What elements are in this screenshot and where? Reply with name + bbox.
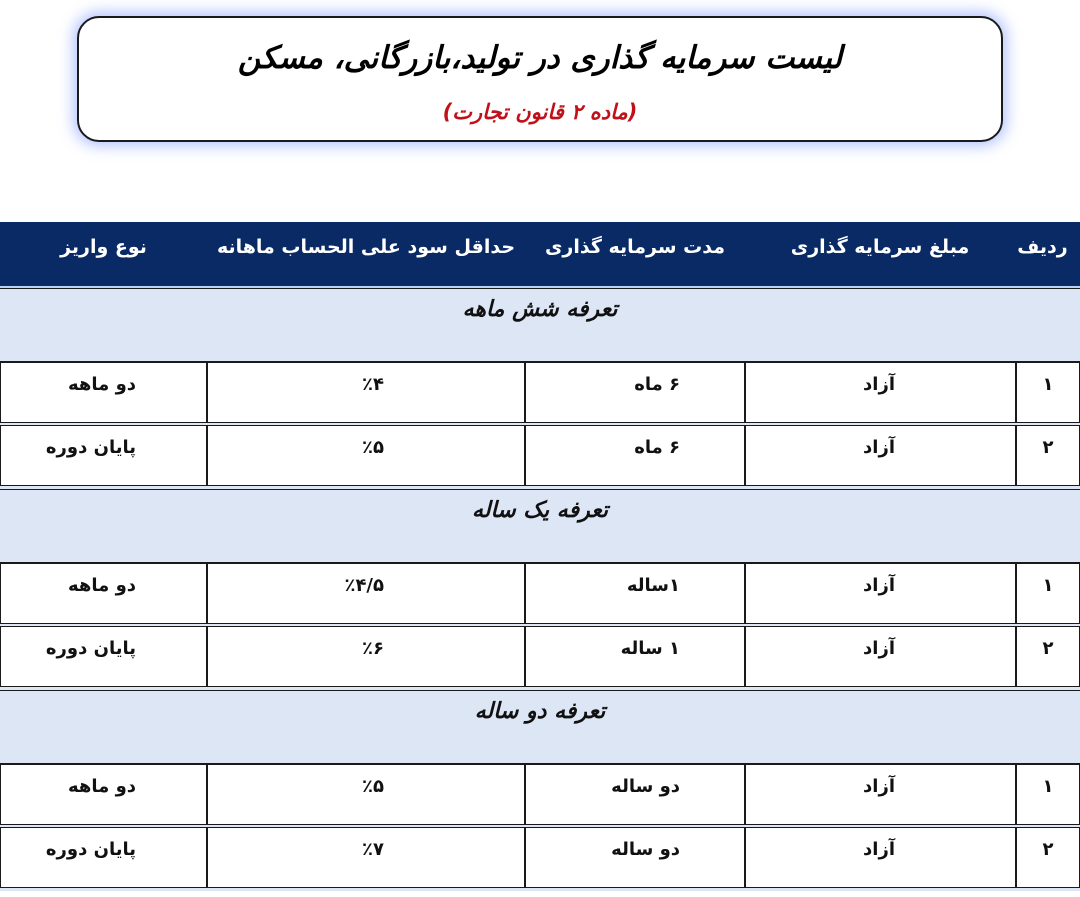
cell-amount: آزاد [745,764,1016,825]
cell-duration: دو ساله [525,827,745,888]
table-row [0,827,1080,891]
section-one-year [0,489,1080,563]
cell-duration: ۶ ماه [525,425,745,486]
cell-payment: دو ماهه [0,563,207,624]
cell-radif: ۱ [1016,764,1080,825]
table-row [0,764,1080,828]
cell-amount: آزاد [745,362,1016,423]
header-profit: حداقل سود علی الحساب ماهانه [216,236,516,258]
section-six-month [0,288,1080,362]
cell-profit: ٪۷ [207,827,525,888]
page-subtitle: (ماده ۲ قانون تجارت) [442,100,638,124]
header-radif: ردیف [1017,236,1068,258]
header-payment: نوع واریز [60,236,147,258]
cell-payment: پایان دوره [0,626,207,687]
table-row [0,563,1080,627]
cell-payment: پایان دوره [0,425,207,486]
cell-payment: پایان دوره [0,827,207,888]
cell-radif: ۱ [1016,563,1080,624]
header-amount: مبلغ سرمایه گذاری [790,236,970,258]
cell-profit: ٪۵ [207,425,525,486]
cell-duration: دو ساله [525,764,745,825]
title-box [77,16,1003,142]
cell-amount: آزاد [745,626,1016,687]
cell-duration: ۱ ساله [525,626,745,687]
cell-profit: ٪۵ [207,764,525,825]
cell-payment: دو ماهه [0,764,207,825]
cell-duration: ۶ ماه [525,362,745,423]
cell-radif: ۲ [1016,425,1080,486]
section-title: تعرفه دو ساله [474,699,606,724]
section-title: تعرفه یک ساله [472,498,608,523]
section-title: تعرفه شش ماهه [462,297,618,322]
section-two-year [0,690,1080,764]
cell-amount: آزاد [745,827,1016,888]
header-duration: مدت سرمایه گذاری [544,236,725,258]
cell-radif: ۱ [1016,362,1080,423]
cell-radif: ۲ [1016,626,1080,687]
cell-amount: آزاد [745,425,1016,486]
cell-payment: دو ماهه [0,362,207,423]
cell-radif: ۲ [1016,827,1080,888]
cell-profit: ٪۴ [207,362,525,423]
page-title: لیست سرمایه گذاری در تولید،بازرگانی، مسکن [237,40,843,76]
cell-duration: ۱ساله [525,563,745,624]
cell-profit: ٪۴/۵ [207,563,525,624]
table-row [0,626,1080,690]
investment-table [0,222,1080,894]
cell-amount: آزاد [745,563,1016,624]
table-header [0,222,1080,288]
cell-profit: ٪۶ [207,626,525,687]
table-row [0,425,1080,489]
table-row [0,362,1080,426]
